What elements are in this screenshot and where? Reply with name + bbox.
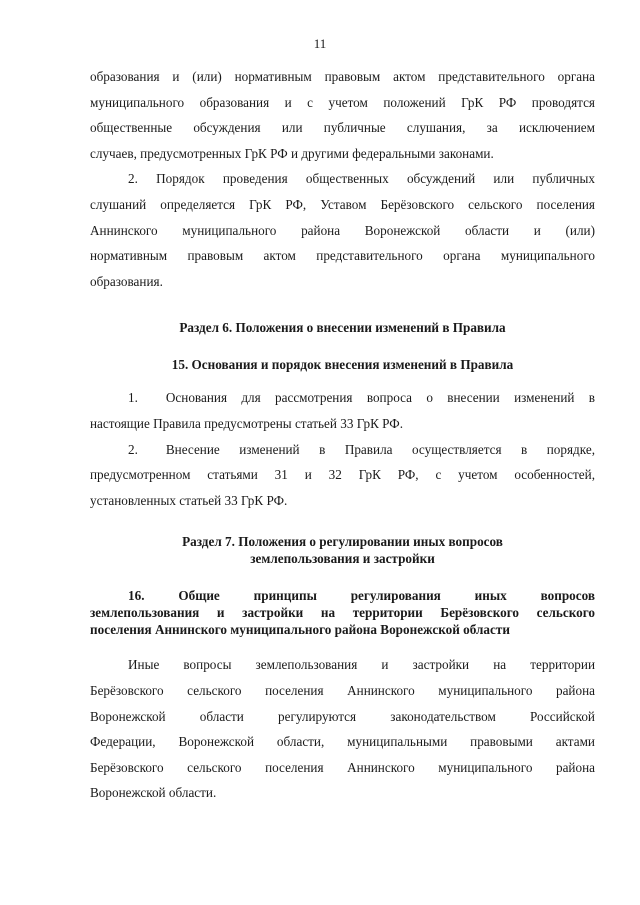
page-number: 11 xyxy=(313,36,327,51)
paragraph-2 xyxy=(90,166,595,294)
text-line: Федерации, Воронежской области, муниципальными правовыми актами xyxy=(90,734,595,750)
text-line: Иные вопросы землепользования и застройки на территории xyxy=(128,657,595,673)
article-16-heading xyxy=(90,587,595,638)
list-item-1 xyxy=(90,385,595,436)
text-line: Воронежской области. xyxy=(90,785,217,801)
text-line: Воронежской области регулируются законодательством Российской xyxy=(90,708,595,724)
text-line: слушаний определяется ГрК РФ, Уставом Берёзовского сельского поселения xyxy=(90,196,595,212)
text-line: установленных статьей 33 ГрК РФ. xyxy=(90,492,288,508)
text-line: предусмотренном статьями 31 и 32 ГрК РФ, с учетом особенностей, xyxy=(90,467,595,483)
section-7-heading xyxy=(90,533,595,567)
text-line: общественные обсуждения или публичные слушания, за исключением xyxy=(90,120,595,136)
text-line xyxy=(90,385,595,411)
text-line: случаев, предусмотренных ГрК РФ и другими федеральными законами. xyxy=(90,145,494,161)
heading-line: Раздел 7. Положения о регулировании иных вопросов xyxy=(182,534,503,550)
heading-line: землепользования и застройки на территории Берёзовского сельского xyxy=(90,605,595,621)
text-line: настоящие Правила предусмотрены статьей 33 ГрК РФ. xyxy=(90,415,404,431)
text-line: муниципального образования и с учетом положений ГрК РФ проводятся xyxy=(90,94,595,110)
text-line: образования. xyxy=(90,273,163,289)
heading-line: 16. Общие принципы регулирования иных вопросов xyxy=(128,588,595,604)
item-number: 2. xyxy=(128,441,138,457)
text-line xyxy=(90,437,595,463)
section-6-heading: Раздел 6. Положения о внесении изменений в Правила xyxy=(179,320,506,336)
article-15-heading: 15. Основания и порядок внесения изменений в Правила xyxy=(171,357,514,373)
heading-line: землепользования и застройки xyxy=(250,551,435,567)
text-line: Берёзовского сельского поселения Аннинского муниципального района xyxy=(90,759,595,775)
list-item-2 xyxy=(90,437,595,514)
item-text: Внесение изменений в Правила осуществляется в порядке, xyxy=(165,441,595,457)
text-line: нормативным правовым актом представительного органа муниципального xyxy=(90,248,595,264)
text-line: образования и (или) нормативным правовым актом представительного органа xyxy=(90,69,595,84)
text-line: Аннинского муниципального района Воронежской области и (или) xyxy=(90,222,595,238)
text-line: 2. Порядок проведения общественных обсуждений или публичных xyxy=(128,171,595,187)
text-line: Берёзовского сельского поселения Аннинского муниципального района xyxy=(90,682,595,698)
item-text: Основания для рассмотрения вопроса о внесении изменений в xyxy=(165,390,595,406)
paragraph-3 xyxy=(90,652,595,806)
item-number: 1. xyxy=(128,390,138,406)
heading-line: поселения Аннинского муниципального района Воронежской области xyxy=(90,622,510,638)
page-content xyxy=(90,64,595,806)
paragraph-continuation xyxy=(90,64,595,166)
